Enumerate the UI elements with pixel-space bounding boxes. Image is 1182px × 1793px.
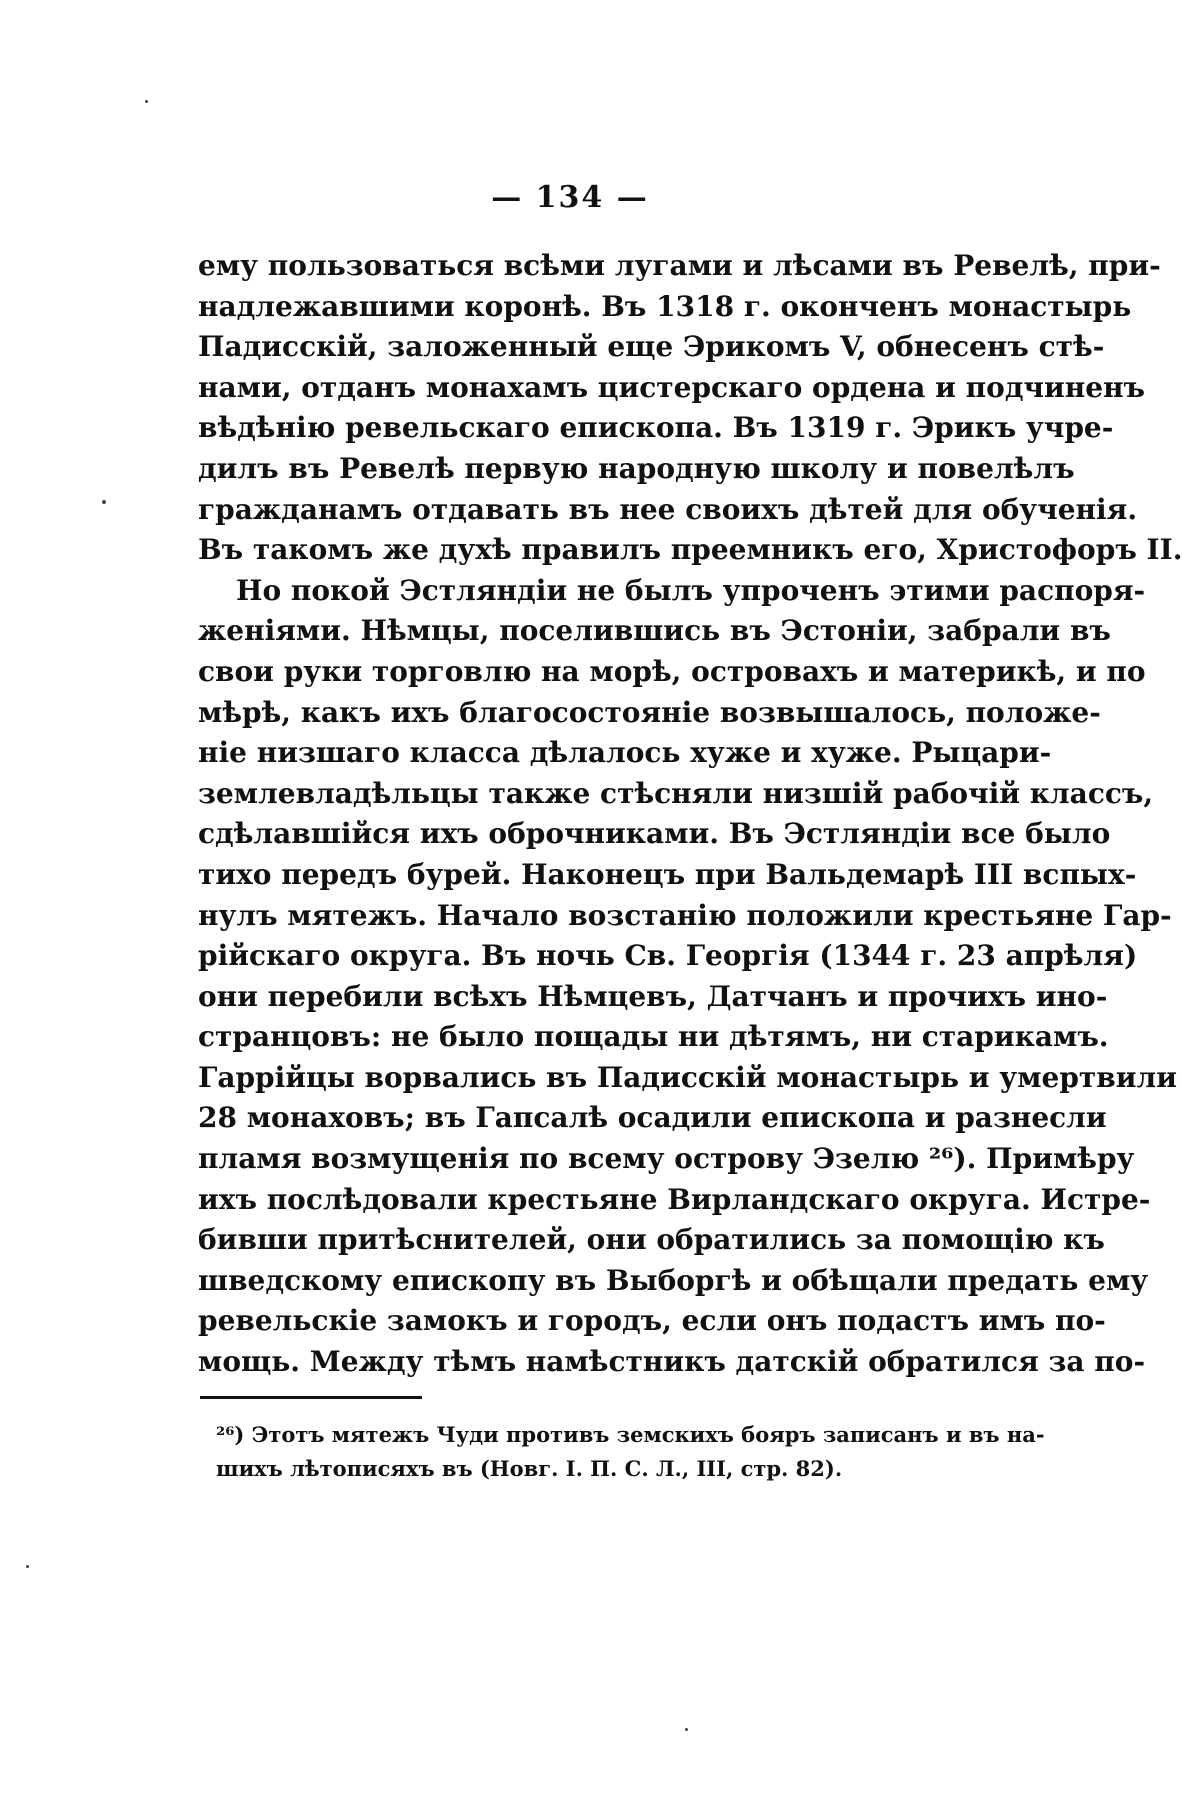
text-line: ему пользоваться всѣми лугами и лѣсами въ Ревелѣ, при- [198,249,1161,282]
text-line: Гаррійцы ворвались въ Падисскій монастырь и умертвили [198,1060,1177,1094]
scan-speck [102,500,106,504]
text-line: ихъ послѣдовали крестьяне Вирландскаго округа. Истре- [198,1182,1151,1216]
text-line: ніе низшаго класса дѣлалось хуже и хуже. Рыцари- [198,736,1052,770]
text-line: Но покой Эстляндіи не былъ упроченъ этими распоря- [236,573,1146,607]
footnote-line: ²⁶) Этотъ мятежъ Чуди противъ земскихъ бояръ записанъ и въ на- [216,1422,1045,1447]
text-line: свои руки торговлю на морѣ, островахъ и материкѣ, и по [198,654,1146,688]
text-line: Падисскій, заложенный еще Эрикомъ V, обнесенъ стѣ- [198,330,1105,364]
text-line: надлежавшими коронѣ. Въ 1318 г. оконченъ монастырь [198,289,1132,323]
text-line: рійскаго округа. Въ ночь Св. Георгія (1344 г. 23 апрѣля) [198,939,1138,973]
main-text [198,246,1182,1383]
text-line: женіями. Нѣмцы, поселившись въ Эстоніи, забрали въ [198,614,1111,648]
paragraph-1 [198,246,1182,571]
text-line: Въ такомъ же духѣ правилъ преемникъ его, Христофоръ II. [198,533,1182,567]
text-line: мощь. Между тѣмъ намѣстникъ датскій обратился за по- [198,1345,1146,1379]
text-line: шведскому епископу въ Выборгѣ и обѣщали предать ему [198,1263,1149,1297]
text-line: тихо передъ бурей. Наконецъ при Вальдемарѣ III вспых- [198,857,1137,891]
text-line: ревельскіе замокъ и городъ, если онъ подастъ имъ по- [198,1304,1106,1338]
page-number: — 134 — [491,180,649,215]
text-line: нулъ мятежъ. Начало возстанію положили крестьяне Гар- [198,898,1172,932]
text-line: мѣрѣ, какъ ихъ благосостояніе возвышалось, положе- [198,695,1101,729]
scan-speck [26,1565,29,1568]
text-line: землевладѣльцы также стѣсняли низшій рабочій классъ, [198,776,1154,810]
scan-speck [685,1728,688,1731]
text-line: они перебили всѣхъ Нѣмцевъ, Датчанъ и прочихъ ино- [198,979,1108,1013]
text-line: пламя возмущенія по всему острову Эзелю ²⁶). Примѣру [198,1142,1135,1176]
paragraph-2 [198,571,1177,1383]
text-line: гражданамъ отдавать въ нее своихъ дѣтей для обученія. [198,492,1138,526]
text-line: сдѣлавшійся ихъ оброчниками. Въ Эстляндіи все было [198,817,1111,851]
footnote-divider [200,1396,422,1399]
text-line: нами, отданъ монахамъ цистерскаго ордена и подчиненъ [198,370,1146,404]
text-line: вѣдѣнію ревельскаго епископа. Въ 1319 г. Эрикъ учре- [198,411,1114,445]
text-line: дилъ въ Ревелѣ первую народную школу и повелѣлъ [198,451,1075,485]
scan-speck [145,100,148,103]
text-line: 28 монаховъ; въ Гапсалѣ осадили епископа и разнесли [198,1101,1107,1135]
text-line: странцовъ: не было пощады ни дѣтямъ, ни старикамъ. [198,1020,1109,1054]
footnote-line: шихъ лѣтописяхъ въ (Новг. I. П. С. Л., III, стр. 82). [216,1456,843,1481]
text-line: бивши притѣснителей, они обратились за помощію къ [198,1223,1105,1257]
footnote [216,1418,1045,1486]
